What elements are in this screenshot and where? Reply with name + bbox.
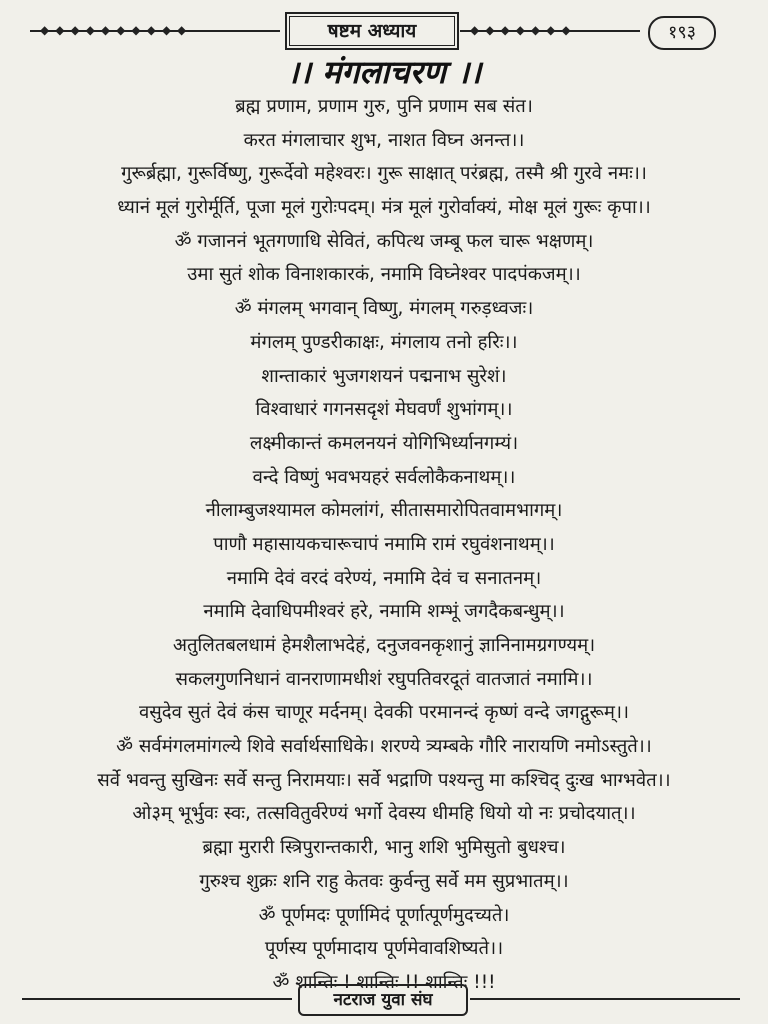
ornament-dots-right: ◆◆◆◆◆◆◆ (470, 23, 577, 37)
verse-line: गुरुश्च शुक्रः शनि राहु केतवः कुर्वन्तु सर्वे मम सुप्रभातम्।। (199, 870, 569, 892)
verse-line: पूर्णस्य पूर्णमादाय पूर्णमेवावशिष्यते।। (264, 938, 504, 960)
page-title: ।। मंगलाचरण ।। (286, 53, 482, 91)
verse-line: नमामि देवाधिपमीश्वरं हरे, नमामि शम्भूं जगदैकबन्धुम्।। (203, 601, 565, 623)
verse-line: ॐ सर्वमंगलमांगल्ये शिवे सर्वार्थसाधिके। शरण्ये त्र्यम्बके गौरि नारायणि नमोऽस्तुते।। (116, 736, 652, 758)
page-header (0, 8, 768, 52)
verse-line: अतुलितबलधामं हेमशैलाभदेहं, दनुजवनकृशानुं ज्ञानिनामग्रगण्यम्। (172, 635, 596, 656)
verse-line: ब्रह्म प्रणाम, प्रणाम गुरु, पुनि प्रणाम सब संत। (235, 96, 533, 117)
verse-line: ॐ पूर्णमदः पूर्णामिदं पूर्णात्पूर्णमुदच्यते। (258, 904, 510, 926)
page-footer (0, 982, 768, 1016)
verse-line: सकलगुणनिधानं वानराणामधीशं रघुपतिवरदूतं वातजातं नमामि।। (175, 668, 593, 690)
verse-line: पाणौ महासायकचारूचापं नमामि रामं रघुवंशनाथम्।। (213, 533, 555, 555)
verse-line: ओ३म् भूर्भुवः स्वः, तत्सवितुर्वरेण्यं भर्गो देवस्य धीमहि धियो यो नः प्रचोदयात्।। (132, 803, 636, 825)
verse-line: करत मंगलाचार शुभ, नाशत विघ्न अनन्त।। (243, 129, 525, 151)
footer-label: नटराज युवा संघ (298, 984, 468, 1016)
footer-ornament-right (470, 998, 740, 1000)
verse-line: गुरूर्ब्रह्मा, गुरूर्विष्णु, गुरूर्देवो महेश्वरः। गुरू साक्षात् परंब्रह्म, तस्मै श्री गुरवे नमः।। (121, 163, 647, 185)
verse-list (18, 90, 750, 1000)
verse-line: ध्यानं मूलं गुरोर्मूर्ति, पूजा मूलं गुरोःपदम्। मंत्र मूलं गुरोर्वाक्यं, मोक्ष मूलं गुरूः कृपा।। (117, 197, 651, 219)
verse-line: शान्ताकारं भुजगशयनं पद्मनाभ सुरेशं। (261, 365, 507, 387)
verse-line: उमा सुतं शोक विनाशकारकं, नमामि विघ्नेश्वर पादपंकजम्।। (187, 264, 581, 286)
verse-line: मंगलम् पुण्डरीकाक्षः, मंगलाय तनो हरिः।। (250, 331, 518, 353)
verse-line: नीलाम्बुजश्यामल कोमलांगं, सीतासमारोपितवामभागम्। (205, 500, 563, 522)
verse-line: नमामि देवं वरदं वरेण्यं, नमामि देवं च सनातनम्। (226, 567, 542, 589)
verse-line: लक्ष्मीकान्तं कमलनयनं योगिभिर्ध्यानगम्यं। (249, 432, 519, 454)
verse-line: ॐ गजाननं भूतगणाधि सेवितं, कपित्थ जम्बू फल चारू भक्षणम्। (174, 230, 594, 252)
verse-line: वसुदेव सुतं देवं कंस चाणूर मर्दनम्। देवकी परमानन्दं कृष्णं वन्दे जगद्गुरूम्।। (139, 702, 629, 724)
page-number: १९३ (648, 16, 716, 50)
verse-line: ब्रह्मा मुरारी स्त्रिपुरान्तकारी, भानु शशि भुमिसुतो बुधश्च। (202, 837, 566, 859)
verse-line: वन्दे विष्णुं भवभयहरं सर्वलोकैकनाथम्।। (252, 466, 516, 488)
footer-ornament-left (22, 998, 292, 1000)
verse-line: ॐ शान्तिः ! शान्तिः !! शान्तिः !!! (272, 971, 496, 993)
ornament-dots-left: ◆◆◆◆◆◆◆◆◆◆ (40, 23, 193, 37)
verse-line: विश्वाधारं गगनसदृशं मेघवर्णं शुभांगम्।। (255, 399, 513, 421)
chapter-title: षष्टम अध्याय (285, 12, 459, 50)
verse-line: सर्वे भवन्तु सुखिनः सर्वे सन्तु निरामयाः। सर्वे भद्राणि पश्यन्तु मा कश्चिद् दुःख भाग्भवेत।। (97, 769, 671, 791)
verse-line: ॐ मंगलम् भगवान् विष्णु, मंगलम् गरुड़ध्वजः। (234, 298, 534, 320)
